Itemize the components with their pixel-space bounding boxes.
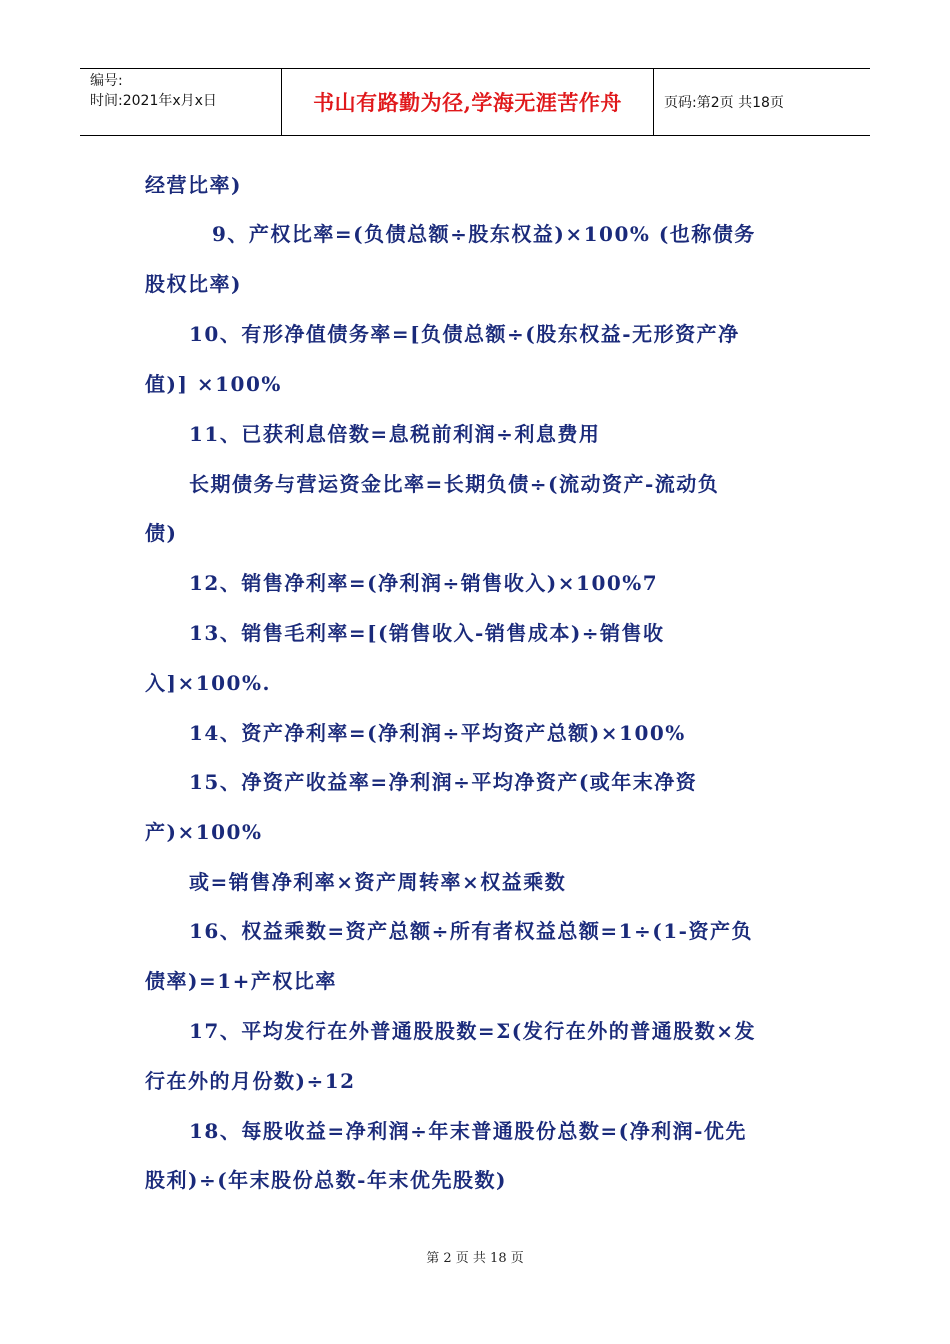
body-line: 值)] ×100% <box>145 372 282 396</box>
body-line: 债率)=1+产权比率 <box>145 969 337 993</box>
body-line: 12、销售净利率=(净利润÷销售收入)×100%7 <box>189 571 659 595</box>
body-line: 股利)÷(年末股份总数-年末优先股数) <box>145 1168 507 1192</box>
body-line: 行在外的月份数)÷12 <box>145 1069 356 1093</box>
body-line: 入]×100%. <box>145 671 271 695</box>
body-line: 14、资产净利率=(净利润÷平均资产总额)×100% <box>189 721 686 745</box>
body-line: 债) <box>145 521 178 545</box>
page-header <box>80 68 870 136</box>
document-date: 时间:2021年x月x日 <box>90 93 217 109</box>
body-line: 9、产权比率=(负债总额÷股东权益)×100% (也称债务 <box>212 222 756 246</box>
body-line: 长期债务与营运资金比率=长期负债÷(流动资产-流动负 <box>189 472 720 496</box>
body-line: 17、平均发行在外普通股股数=Σ(发行在外的普通股数×发 <box>189 1019 756 1043</box>
body-line: 股权比率) <box>145 272 242 296</box>
header-page-info: 页码:第2页 共18页 <box>664 95 784 111</box>
body-line: 经营比率) <box>145 173 242 197</box>
body-line: 18、每股收益=净利润÷年末普通股份总数=(净利润-优先 <box>189 1119 747 1143</box>
document-number: 编号: <box>90 73 123 89</box>
header-meta <box>80 69 282 135</box>
body-line: 15、净资产收益率=净利润÷平均净资产(或年末净资 <box>189 770 698 794</box>
body-line: 10、有形净值债务率=[负债总额÷(股东权益-无形资产净 <box>189 322 740 346</box>
page-footer: 第 2 页 共 18 页 <box>426 1251 524 1266</box>
body-line: 产)×100% <box>145 820 263 844</box>
header-motto: 书山有路勤为径,学海无涯苦作舟 <box>282 69 654 135</box>
body-line: 16、权益乘数=资产总额÷所有者权益总额=1÷(1-资产负 <box>189 919 753 943</box>
body-line: 或=销售净利率×资产周转率×权益乘数 <box>189 870 567 894</box>
body-line: 11、已获利息倍数=息税前利润÷利息费用 <box>189 422 601 446</box>
body-line: 13、销售毛利率=[(销售收入-销售成本)÷销售收 <box>189 621 665 645</box>
